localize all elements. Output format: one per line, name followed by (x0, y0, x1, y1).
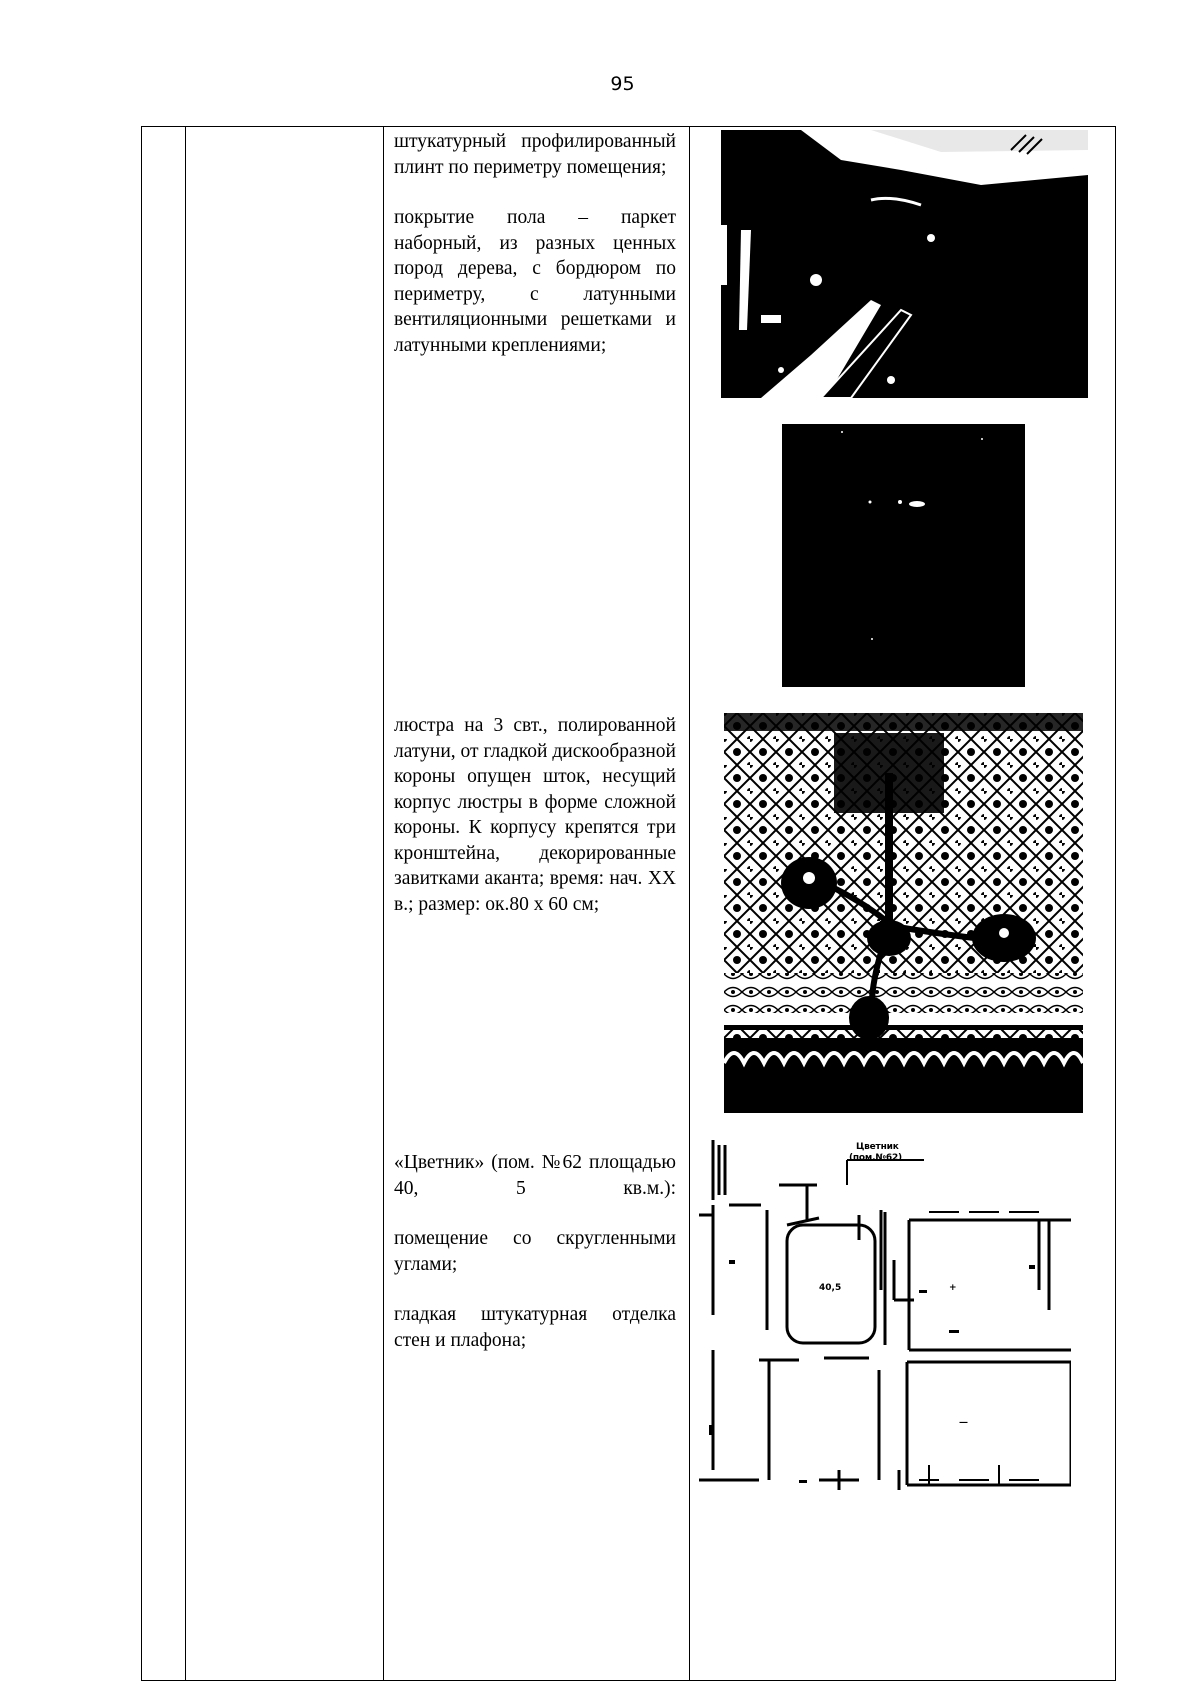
description-paragraph: штукатурный профилированный плинт по периметру помещения; (394, 131, 676, 178)
page-number: 95 (610, 73, 635, 95)
column-divider-1 (185, 126, 186, 1681)
column-divider-3 (689, 126, 690, 1681)
description-paragraph: «Цветник» (пом. №62 площадью 40, 5 кв.м.): (394, 1152, 676, 1199)
ceiling-photo (782, 424, 1025, 687)
description-block-1 (394, 129, 676, 358)
description-block-3 (394, 1150, 676, 1353)
column-divider-2 (383, 126, 384, 1681)
floor-plan (699, 1140, 1071, 1510)
chandelier-photo (724, 713, 1083, 1113)
description-paragraph: гладкая штукатурная отделка стен и плафона; (394, 1304, 676, 1351)
description-block-2 (394, 713, 676, 917)
floor-photo (721, 130, 1088, 398)
description-paragraph: люстра на 3 свт., полированной латуни, от гладкой дискообразной короны опущен шток, несущий корпус люстры в форме сложной короны. К корпусу крепятся три кронштейна, декорированные завитками аканта; время: нач. XX в.; размер: ок.80 х 60 см; (394, 715, 676, 915)
svg-text:40,5: 40,5 (819, 1283, 842, 1293)
svg-text:—: — (959, 1418, 968, 1428)
description-paragraph: помещение со скругленными углами; (394, 1228, 676, 1275)
description-paragraph: покрытие пола – паркет наборный, из разных ценных пород дерева, с бордюром по периметру, с латунными вентиляционными решетками и латунными креплениями; (394, 207, 676, 356)
svg-text:+: + (949, 1283, 957, 1293)
plan-room-number: (пом.№62) (849, 1153, 902, 1163)
plan-room-label: Цветник (856, 1142, 899, 1152)
